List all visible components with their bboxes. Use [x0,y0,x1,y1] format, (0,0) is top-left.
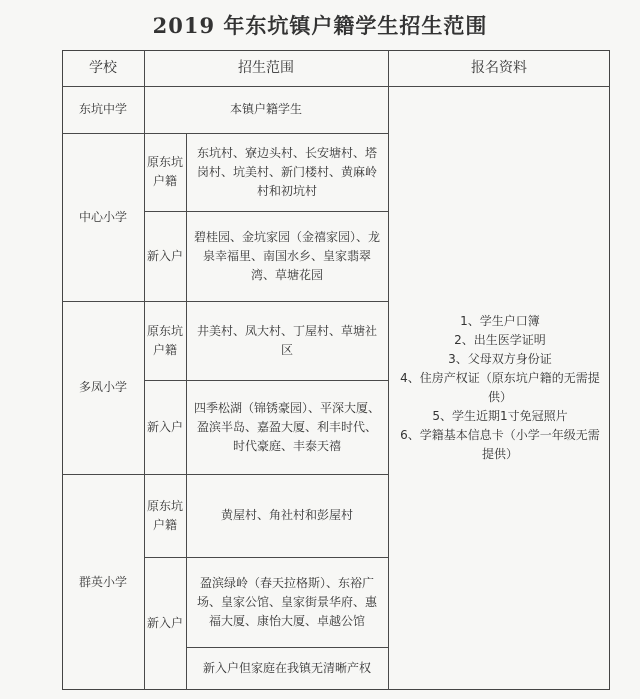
header-scope: 招生范围 [238,59,294,76]
docs-item: 4、住房产权证（原东坑户籍的无需提供） [400,371,600,404]
docs-item: 3、父母双方身份证 [448,352,552,366]
header-docs: 报名资料 [471,59,527,76]
docs-item: 5、学生近期1寸免冠照片 [432,409,568,423]
school-dongkeng-middle: 东坑中学 [78,102,127,116]
type-central-new: 新入户 [146,248,183,263]
docs-cell [388,86,610,690]
scope-central-new: 碧桂园、金坑家园（金禧家园）、龙泉幸福里、南国水乡、皇家翡翠湾、草塘花园 [193,229,380,282]
scope-duofeng-orig: 井美村、凤大村、丁屋村、草塘社区 [196,323,377,357]
type-qunying-new: 新入户 [146,616,183,630]
school-duofeng-primary: 多凤小学 [78,380,127,394]
page-title: 2019 年东坑镇户籍学生招生范围 [152,13,488,38]
school-qunying-primary: 群英小学 [78,574,127,589]
docs-item: 2、出生医学证明 [454,333,546,347]
type-qunying-orig: 原东坑户籍 [146,498,183,532]
type-central-orig: 原东坑户籍 [146,155,183,188]
scope-dongkeng-middle: 本镇户籍学生 [229,102,302,116]
docs-list [398,312,602,464]
type-duofeng-new: 新入户 [146,419,183,434]
docs-item: 6、学籍基本信息卡（小学一年级无需提供） [400,428,600,461]
school-central-primary: 中心小学 [78,209,127,224]
scope-central-orig: 东坑村、寮边头村、长安塘村、塔岗村、坑美村、新门楼村、黄麻岭村和初坑村 [196,145,377,198]
docs-item: 1、学生户口簿 [460,314,540,328]
scope-qunying-extra: 新入户但家庭在我镇无清晰产权 [202,661,371,675]
scope-duofeng-new: 四季松湖（锦锈豪园）、平深大厦、盈滨半岛、嘉盈大厦、利丰时代、时代豪庭、丰泰天禧 [193,400,380,453]
type-duofeng-orig: 原东坑户籍 [146,323,183,357]
scope-qunying-orig: 黄屋村、角社村和彭屋村 [220,508,353,522]
scope-qunying-new: 盈滨绿岭（春天拉格斯）、东裕广场、皇家公馆、皇家街景华府、惠福大厦、康怡大厦、卓越公馆 [196,575,377,628]
header-school: 学校 [89,59,117,76]
